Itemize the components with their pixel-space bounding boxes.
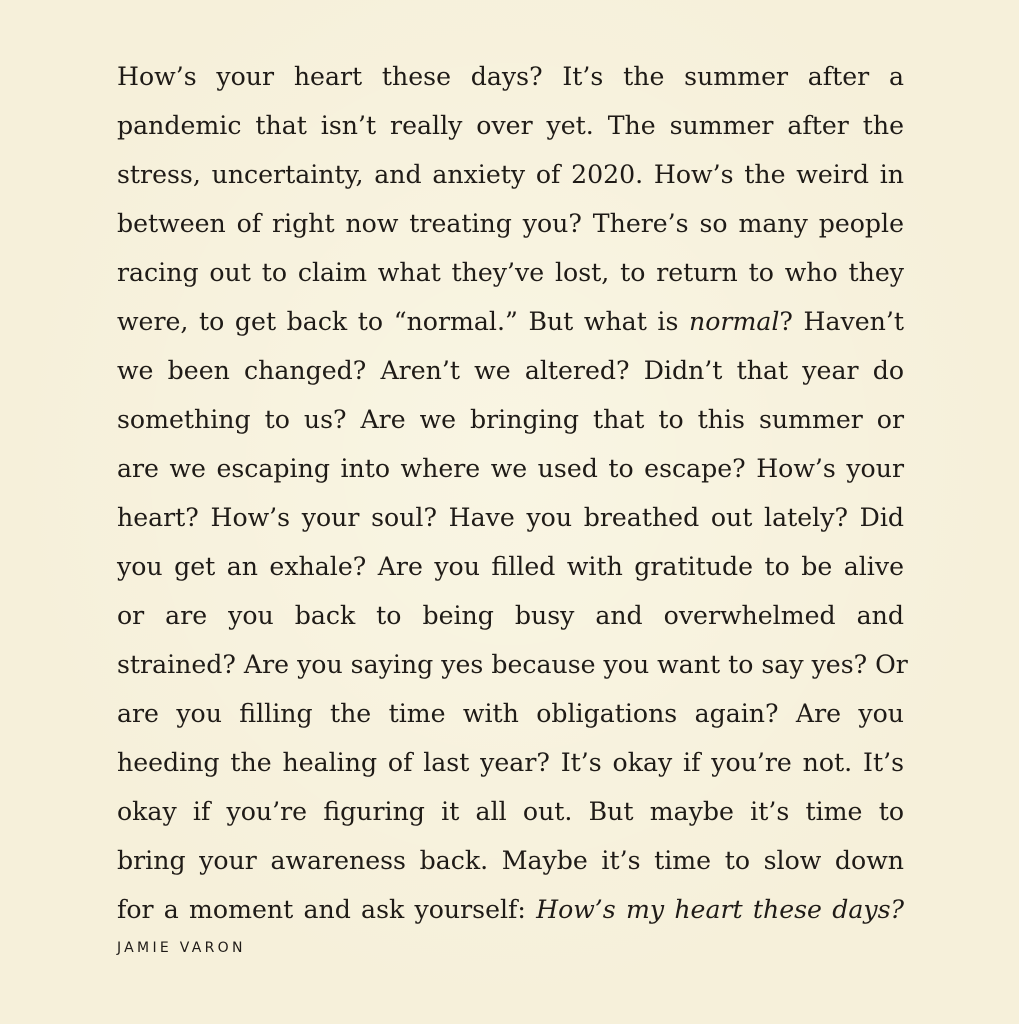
quote-line-text: or are you back to being busy and overwhelmed and [117,601,904,630]
quote-line-9 [117,444,904,493]
quote-line-4 [117,199,904,248]
quote-line-7 [117,346,904,395]
emphasis-closing-question: How’s my heart these days? [536,895,904,924]
quote-line-text: okay if you’re figuring it all out. But maybe it’s time to [117,797,904,826]
quote-line-text: you get an exhale? Are you filled with gratitude to be alive [117,552,904,581]
quote-text [117,52,908,934]
emphasis-normal: normal [689,307,780,336]
quote-line-text: between of right now treating you? There’s so many people [117,209,904,238]
quote-line-text: pandemic that isn’t really over yet. The summer after the [117,111,904,140]
quote-line-8 [117,395,904,444]
quote-line-3 [117,150,904,199]
author-name: JAMIE VARON [117,940,246,956]
quote-line-text: ? Haven’t [779,307,905,336]
quote-line-11 [117,542,904,591]
quote-line-text: racing out to claim what they’ve lost, to return to who they [117,258,904,287]
quote-line-13 [117,640,908,689]
quote-line-1 [117,52,904,101]
quote-line-10 [117,493,904,542]
quote-line-12 [117,591,904,640]
quote-line-text: strained? Are you saying yes because you want to say yes? Or [117,650,908,679]
quote-line-text: bring your awareness back. Maybe it’s time to slow down [117,846,904,875]
quote-line-14 [117,689,904,738]
quote-line-text: are you filling the time with obligations again? Are you [117,699,904,728]
quote-line-text: heart? How’s your soul? Have you breathed out lately? Did [117,503,904,532]
quote-line-5 [117,248,904,297]
quote-line-text: we been changed? Aren’t we altered? Didn’t that year do [117,356,904,385]
quote-line-text: were, to get back to “normal.” But what is [117,307,690,336]
quote-line-6 [117,297,904,346]
quote-line-text: are we escaping into where we used to escape? How’s your [117,454,904,483]
quote-line-16 [117,787,904,836]
quote-line-text: heeding the healing of last year? It’s okay if you’re not. It’s [117,748,904,777]
quote-line-text: How’s your heart these days? It’s the summer after a [117,62,904,91]
quote-line-18 [117,885,904,934]
quote-line-15 [117,738,904,787]
quote-line-text: stress, uncertainty, and anxiety of 2020. How’s the weird in [117,160,904,189]
quote-line-2 [117,101,904,150]
quote-line-17 [117,836,904,885]
quote-line-text: for a moment and ask yourself: [117,895,537,924]
quote-line-text: something to us? Are we bringing that to this summer or [117,405,904,434]
